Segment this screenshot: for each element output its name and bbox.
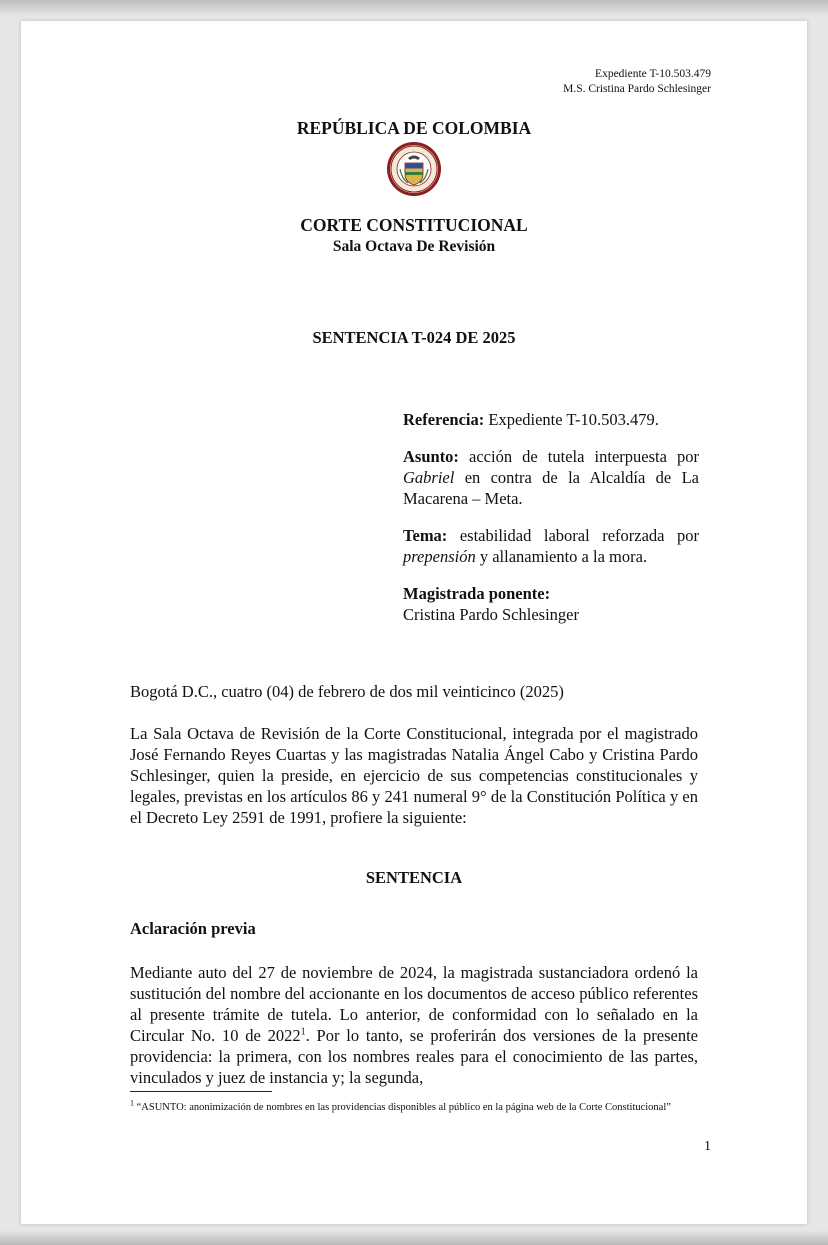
- footnote: [130, 1098, 700, 1115]
- footnote-text: “ASUNTO: anonimización de nombres en las providencias disponibles al público en la página web de la Corte Constitucional”: [136, 1102, 671, 1113]
- referencia-value: Expediente T-10.503.479.: [488, 410, 659, 429]
- coat-of-arms-icon: [386, 141, 442, 197]
- viewer-top-edge: [0, 0, 828, 16]
- aclaracion-text-1: Mediante auto del 27 de noviembre de 2024, la magistrada sustanciadora ordenó la sustitución del nombre del accionante en los documentos de acceso público referentes al presente trámite de tutela. Lo anterior, de conformidad con lo señalado en la Circular No. 10 de 2022: [130, 963, 698, 1045]
- magistrada-block: [403, 583, 699, 625]
- court-name: CORTE CONSTITUCIONAL: [300, 215, 528, 235]
- asunto-label: Asunto:: [403, 447, 459, 466]
- viewer-bottom-edge: [0, 1230, 828, 1245]
- running-header: [21, 67, 711, 97]
- sentence-number-heading: SENTENCIA T-024 DE 2025: [312, 328, 516, 347]
- asunto-line: [403, 446, 699, 509]
- header-expediente: Expediente T-10.503.479: [595, 68, 711, 80]
- header-magistrada: M.S. Cristina Pardo Schlesinger: [563, 83, 711, 95]
- asunto-post: en contra de la Alcaldía de La Macarena – Meta.: [403, 468, 699, 508]
- asunto-pre: acción de tutela interpuesta por: [469, 447, 699, 466]
- aclaracion-text-2: . Por lo tanto, se proferirán dos versiones de la presente providencia: la primera, con los nombres reales para el conocimiento de las partes, vinculados y juez de instancia y; la segunda,: [130, 1026, 698, 1087]
- footnote-reference[interactable]: 1: [300, 1026, 306, 1038]
- court-heading: [21, 215, 807, 257]
- intro-paragraph: La Sala Octava de Revisión de la Corte Constitucional, integrada por el magistrado José Fernando Reyes Cuartas y las magistradas Natalia Ángel Cabo y Cristina Pardo Schlesinger, quien la preside, en ejercicio de sus competencias constitucionales y legales, previstas en los artículos 86 y 241 numeral 9° de la Constitución Política y en el Decreto Ley 2591 de 1991, profiere la siguiente:: [130, 724, 698, 827]
- chamber-name: Sala Octava De Revisión: [332, 238, 496, 255]
- magistrada-name: Cristina Pardo Schlesinger: [403, 605, 579, 624]
- reference-block: [403, 409, 699, 625]
- referencia-line: [403, 409, 699, 430]
- aclaracion-paragraph: [130, 962, 698, 1088]
- tema-label: Tema:: [403, 526, 448, 545]
- tema-italic: prepensión: [403, 547, 476, 566]
- dateline: Bogotá D.C., cuatro (04) de febrero de dos mil veinticinco (2025): [130, 682, 564, 701]
- magistrada-label: Magistrada ponente:: [403, 584, 551, 603]
- footnote-divider: [130, 1091, 272, 1092]
- page-number: 1: [704, 1139, 711, 1154]
- country-heading: REPÚBLICA DE COLOMBIA: [296, 118, 532, 138]
- tema-line: [403, 525, 699, 567]
- document-page: [21, 21, 807, 1224]
- referencia-label: Referencia:: [403, 410, 485, 429]
- tema-post: y allanamiento a la mora.: [479, 547, 648, 566]
- footnote-number: 1: [130, 1098, 134, 1108]
- aclaracion-heading: Aclaración previa: [130, 919, 256, 938]
- tema-pre: estabilidad laboral reforzada por: [459, 526, 699, 545]
- sentencia-heading: SENTENCIA: [365, 868, 463, 887]
- asunto-name: Gabriel: [403, 468, 455, 487]
